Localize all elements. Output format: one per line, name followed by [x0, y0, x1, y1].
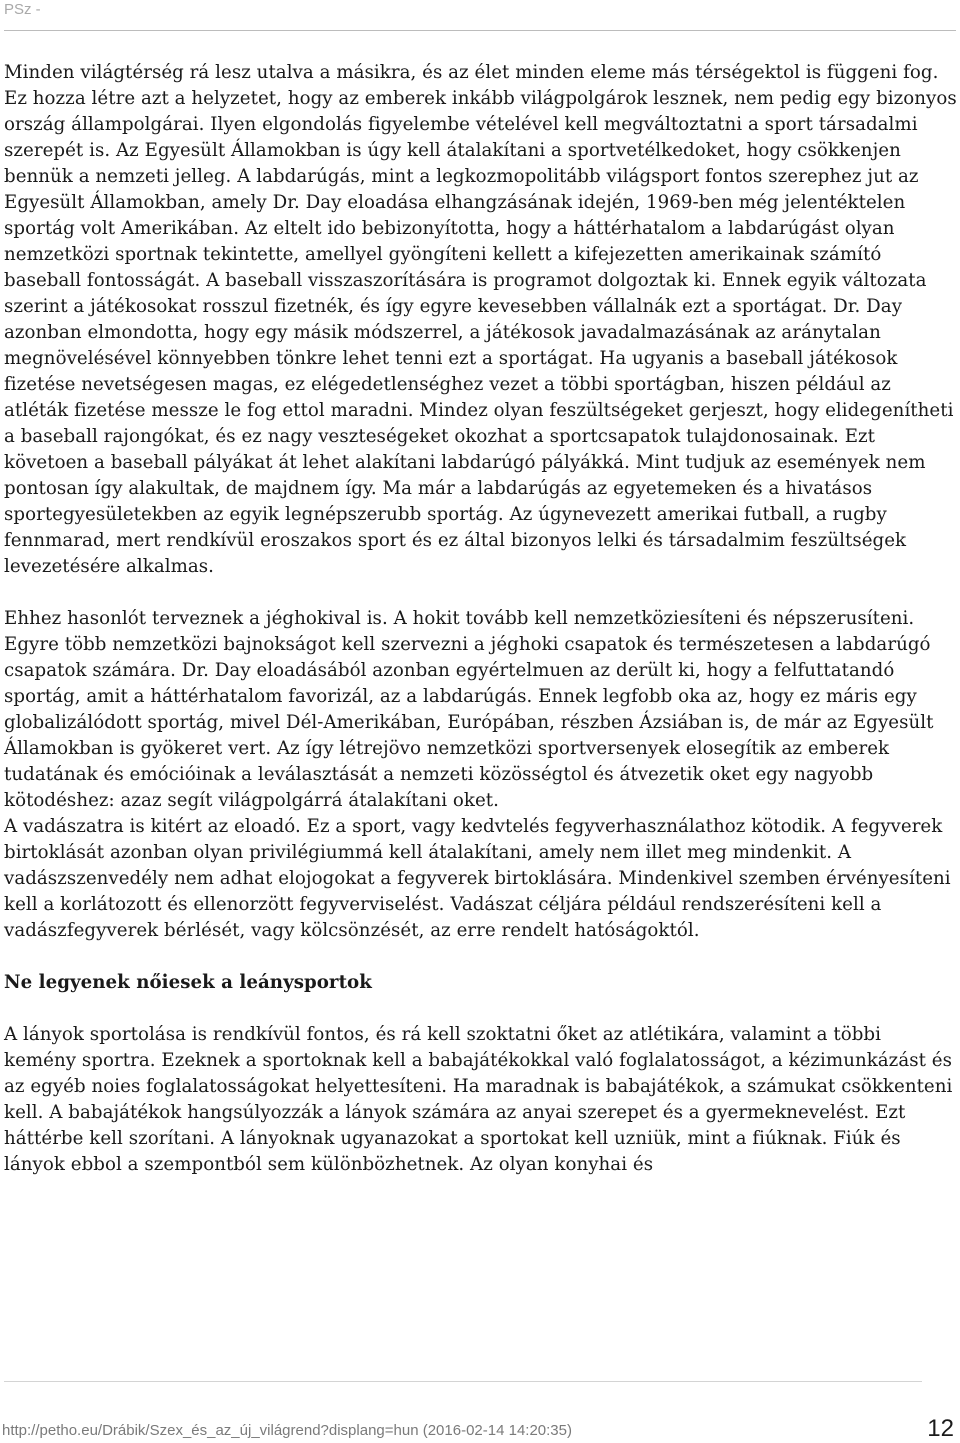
footer-source-url: http://petho.eu/Drábik/Szex_és_az_új_világrend?displang=hun (2016-02-14 14:20:35) — [2, 1422, 572, 1439]
paragraph-girls-sports: A lányok sportolása is rendkívül fontos, és rá kell szoktatni őket az atlétikára, valamint a többi kemény sportra. Ezeknek a sportoknak kell a babajátékokkal való foglalatosságot, a kézimunkázást és az egyéb noies foglalatosságokat helyettesíteni. Ha maradnak is babajátékok, a számukat csökkenteni kell. A babajátékok hangsúlyozzák a lányok számára az anyai szerepet és a gyermeknevelést. Ezt háttérbe kell szorítani. A lányoknak ugyanazokat a sportokat kell uzniük, mint a fiúknak. Fiúk és lányok ebbol a szempontból sem különbözhetnek. Az olyan konyhai és — [4, 1024, 953, 1175]
paragraph-hunting: A vadászatra is kitért az eloadó. Ez a sport, vagy kedvtelés fegyverhasználathoz kötodik. A fegyverek birtoklását azonban olyan privilégiummá kell átalakítani, amely nem illet meg mindenkit. A vadászszenvedély nem adhat elojogokat a fegyverek birtoklására. Mindenkivel szemben érvényesíteni kell a korlátozott és ellenorzött fegyverviselést. Vadászat céljára például rendszerésíteni kell a vadászfegyverek bérlését, vagy kölcsönzését, az erre rendelt hatóságoktól. — [4, 816, 951, 941]
page-number: 12 — [927, 1415, 954, 1442]
page-header-title: PSz - — [4, 1, 41, 18]
paragraph-ice-hockey: Ehhez hasonlót terveznek a jéghokival is. A hokit tovább kell nemzetköziesíteni és népszerusíteni. Egyre több nemzetközi bajnokságot kell szervezni a jéghoki csapatok és természetesen a labdarúgó csapatok számára. Dr. Day eloadásából azonban egyértelmuen az derült ki, hogy a felfuttatandó sportág, amit a háttérhatalom favorizál, az a labdarúgás. Ennek legfobb oka az, hogy ez máris egy globalizálódott sportág, mivel Dél-Amerikában, Európában, részben Ázsiában is, de már az Egyesült Államokban is gyökeret vert. Az így létrejövo nemzetközi sportversenyek elosegítik az emberek tudatának és emócióinak a leválasztását a nemzeti közösségtol és átvezetik oket egy nagyobb kötodéshez: azaz segít világpolgárrá átalakítani oket. — [4, 608, 934, 811]
paragraph-sport-society: Minden világtérség rá lesz utalva a másikra, és az élet minden eleme más térségektol is függeni fog. Ez hozza létre azt a helyzetet, hogy az emberek inkább világpolgárok lesznek, nem pedig egy bizonyos ország állampolgárai. Ilyen elgondolás figyelembe vételével kell megváltoztatni a sport társadalmi szerepét is. Az Egyesült Államokban is úgy kell átalakítani a sportvetélkedoket, hogy csökkenjen bennük a nemzeti jelleg. A labdarúgás, mint a legkozmopolitább világsport fontos szerephez jut az Egyesült Államokban, amely Dr. Day eloadása elhangzásának idején, 1969-ben még jelentéktelen sportág volt Amerikában. Az eltelt ido bebizonyította, hogy a háttérhatalom a labdarúgást olyan nemzetközi sportnak tekintette, amellyel gyöngíteni kellett a kifejezetten amerikainak számító baseball fontosságát. A baseball visszaszorítására is programot dolgoztak ki. Ennek egyik változata szerint a játékosokat rosszul fizetnék, és így egyre kevesebben vállalnák ezt a sportágat. Dr. Day azonban elmondotta, hogy egy másik módszerrel, a játékosok javadalmazásának az aránytalan megnövelésével könnyebben tönkre lehet tenni ezt a sportágat. Ha ugyanis a baseball játékosok fizetése nevetségesen magas, ez elégedetlenséghez vezet a többi sportágban, hiszen például az atléták fizetése messze le fog ettol maradni. Mindez olyan feszültségeket gerjeszt, hogy elidegenítheti a baseball rajongókat, és ez nagy veszteségeket okozhat a sportcsapatok tulajdonosainak. Ezt követoen a baseball pályákat át lehet alakítani labdarúgó pályákká. Mint tudjuk az események nem pontosan így alakultak, de majdnem így. Ma már a labdarúgás az egyetemeken és a hivatásos sportegyesületekben az egyik legnépszerubb sportág. Az úgynevezett amerikai futball, a rugby fennmarad, mert rendkívül eroszakos sport és ez által bizonyos lelki és társadalmim feszültségek levezetésére alkalmas. — [4, 62, 957, 577]
section-heading: Ne legyenek nőiesek a leánysportok — [4, 972, 372, 993]
header-divider — [4, 30, 956, 31]
footer-divider — [4, 1381, 922, 1382]
article-body — [4, 60, 958, 1178]
